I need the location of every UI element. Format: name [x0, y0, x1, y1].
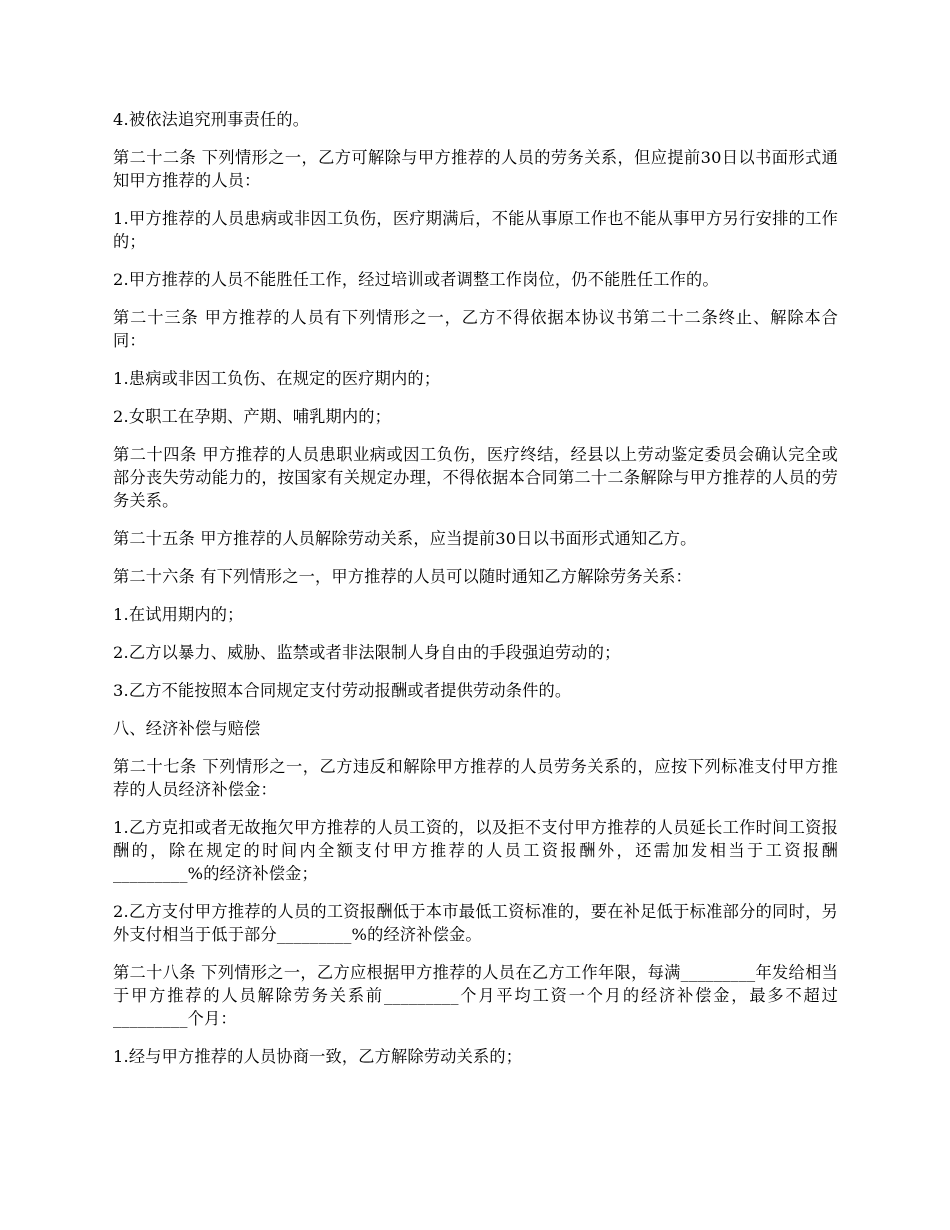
document-body: [113, 108, 838, 1083]
article-26-item-3: 3.乙方不能按照本合同规定支付劳动报酬或者提供劳动条件的。: [113, 681, 572, 700]
article-24: 第二十四条 甲方推荐的人员患职业病或因工负伤，医疗终结，经县以上劳动鉴定委员会确认完全或部分丧失劳动能力的，按国家有关规定办理，不得依据本合同第二十二条解除与甲方推荐的人员的劳务关系。: [113, 445, 838, 510]
article-22-item-2: 2.甲方推荐的人员不能胜任工作，经过培训或者调整工作岗位，仍不能胜任工作的。: [113, 270, 719, 289]
paragraph-item-4: 4.被依法追究刑事责任的。: [113, 110, 310, 129]
article-23-item-1: 1.患病或非因工负伤、在规定的医疗期内的；: [113, 369, 441, 388]
article-26-item-2: 2.乙方以暴力、威胁、监禁或者非法限制人身自由的手段强迫劳动的；: [113, 643, 621, 662]
article-25: 第二十五条 甲方推荐的人员解除劳动关系，应当提前30日以书面形式通知乙方。: [113, 529, 697, 548]
section-heading-8: 八、经济补偿与赔偿: [113, 719, 261, 738]
article-22-item-1: 1.甲方推荐的人员患病或非因工负伤，医疗期满后，不能从事原工作也不能从事甲方另行安排的工作的；: [113, 209, 838, 251]
article-23-item-2: 2.女职工在孕期、产期、哺乳期内的；: [113, 407, 392, 426]
article-27-item-1: 1.乙方克扣或者无故拖欠甲方推荐的人员工资的，以及拒不支付甲方推荐的人员延长工作时间工资报酬的，除在规定的时间内全额支付甲方推荐的人员工资报酬外，还需加发相当于工资报酬_________%的经济补偿金；: [113, 818, 838, 883]
article-28-item-1: 1.经与甲方推荐的人员协商一致，乙方解除劳动关系的；: [113, 1047, 523, 1066]
article-26: 第二十六条 有下列情形之一，甲方推荐的人员可以随时通知乙方解除劳务关系：: [113, 567, 692, 586]
article-27: 第二十七条 下列情形之一，乙方违反和解除甲方推荐的人员劳务关系的，应按下列标准支付甲方推荐的人员经济补偿金：: [113, 757, 838, 799]
article-23: 第二十三条 甲方推荐的人员有下列情形之一，乙方不得依据本协议书第二十二条终止、解除本合同：: [113, 308, 838, 350]
article-27-item-2: 2.乙方支付甲方推荐的人员的工资报酬低于本市最低工资标准的，要在补足低于标准部分的同时，另外支付相当于低于部分_________%的经济补偿金。: [113, 902, 838, 944]
article-28: 第二十八条 下列情形之一，乙方应根据甲方推荐的人员在乙方工作年限，每满_________年发给相当于甲方推荐的人员解除劳务关系前_________个月平均工资一个月的经济补偿金，最多不超过_________个月：: [113, 963, 838, 1028]
article-26-item-1: 1.在试用期内的；: [113, 605, 244, 624]
article-22: 第二十二条 下列情形之一，乙方可解除与甲方推荐的人员的劳务关系，但应提前30日以书面形式通知甲方推荐的人员：: [113, 148, 838, 190]
